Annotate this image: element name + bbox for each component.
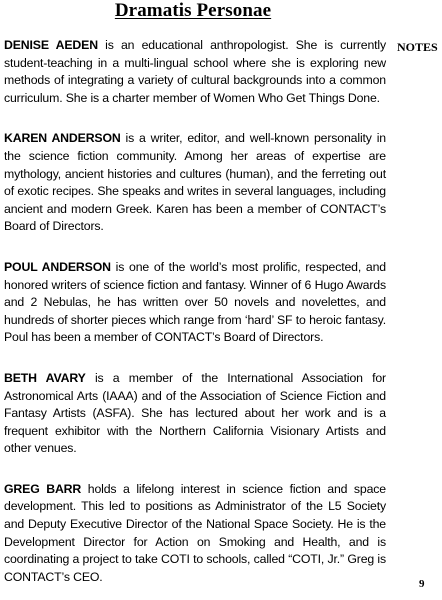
bio-paragraph [4, 130, 386, 236]
bio-name: POUL ANDERSON [4, 259, 111, 274]
bio-name: GREG BARR [4, 481, 82, 496]
bio-text: is an educational anthropologist. She is currently student-teaching in a multi-lingual school where she is exploring new methods of integrating a variety of cultural backgrounds into a common curriculum. She is a charter member of Women Who Get Things Done. [4, 38, 386, 105]
bio-text: is a writer, editor, and well-known personality in the science fiction community. Among her areas of expertise are mythology, ancient histories and cultures (human), and the ferreting out of exotic recipes. She speaks and writes in several languages, including ancient and modern Greek. Karen has been a member of CONTACT’s Board of Directors. [4, 131, 386, 234]
notes-margin-label: NOTES [397, 40, 438, 54]
bio-text: is a member of the International Association for Astronomical Arts (IAAA) and of the Association of Science Fiction and Fantasy Artists (ASFA). She has lectured about her work and is a frequent exhibitor with the Northern California Visionary Artists and other venues. [4, 370, 386, 456]
bio-list [4, 37, 386, 586]
bio-paragraph [4, 37, 386, 107]
bio-paragraph [4, 481, 386, 587]
bio-text: is one of the world’s most prolific, respected, and honored writers of science fiction and fantasy. Winner of 6 Hugo Awards and 2 Nebulas, he has written over 50 novels and novelettes, and hundreds of shorter pieces which range from ‘hard’ SF to heroic fantasy. Poul has been a member of CONTACT’s Board of Directors. [4, 259, 386, 345]
bio-paragraph [4, 370, 386, 458]
page-number: 9 [419, 578, 425, 590]
bio-text: holds a lifelong interest in science fiction and space development. This led to positions as Administrator of the L5 Society and Deputy Executive Director of the National Space Society. He is the Development Director for Action on Smoking and Health, and is coordinating a project to take COTI to schools, called “COTI, Jr.” Greg is CONTACT’s CEO. [4, 481, 386, 584]
page-title: Dramatis Personae [114, 0, 272, 21]
bio-name: BETH AVARY [4, 370, 86, 385]
bio-paragraph [4, 259, 386, 347]
bio-name: DENISE AEDEN [4, 38, 98, 52]
bio-name: KAREN ANDERSON [4, 131, 121, 146]
